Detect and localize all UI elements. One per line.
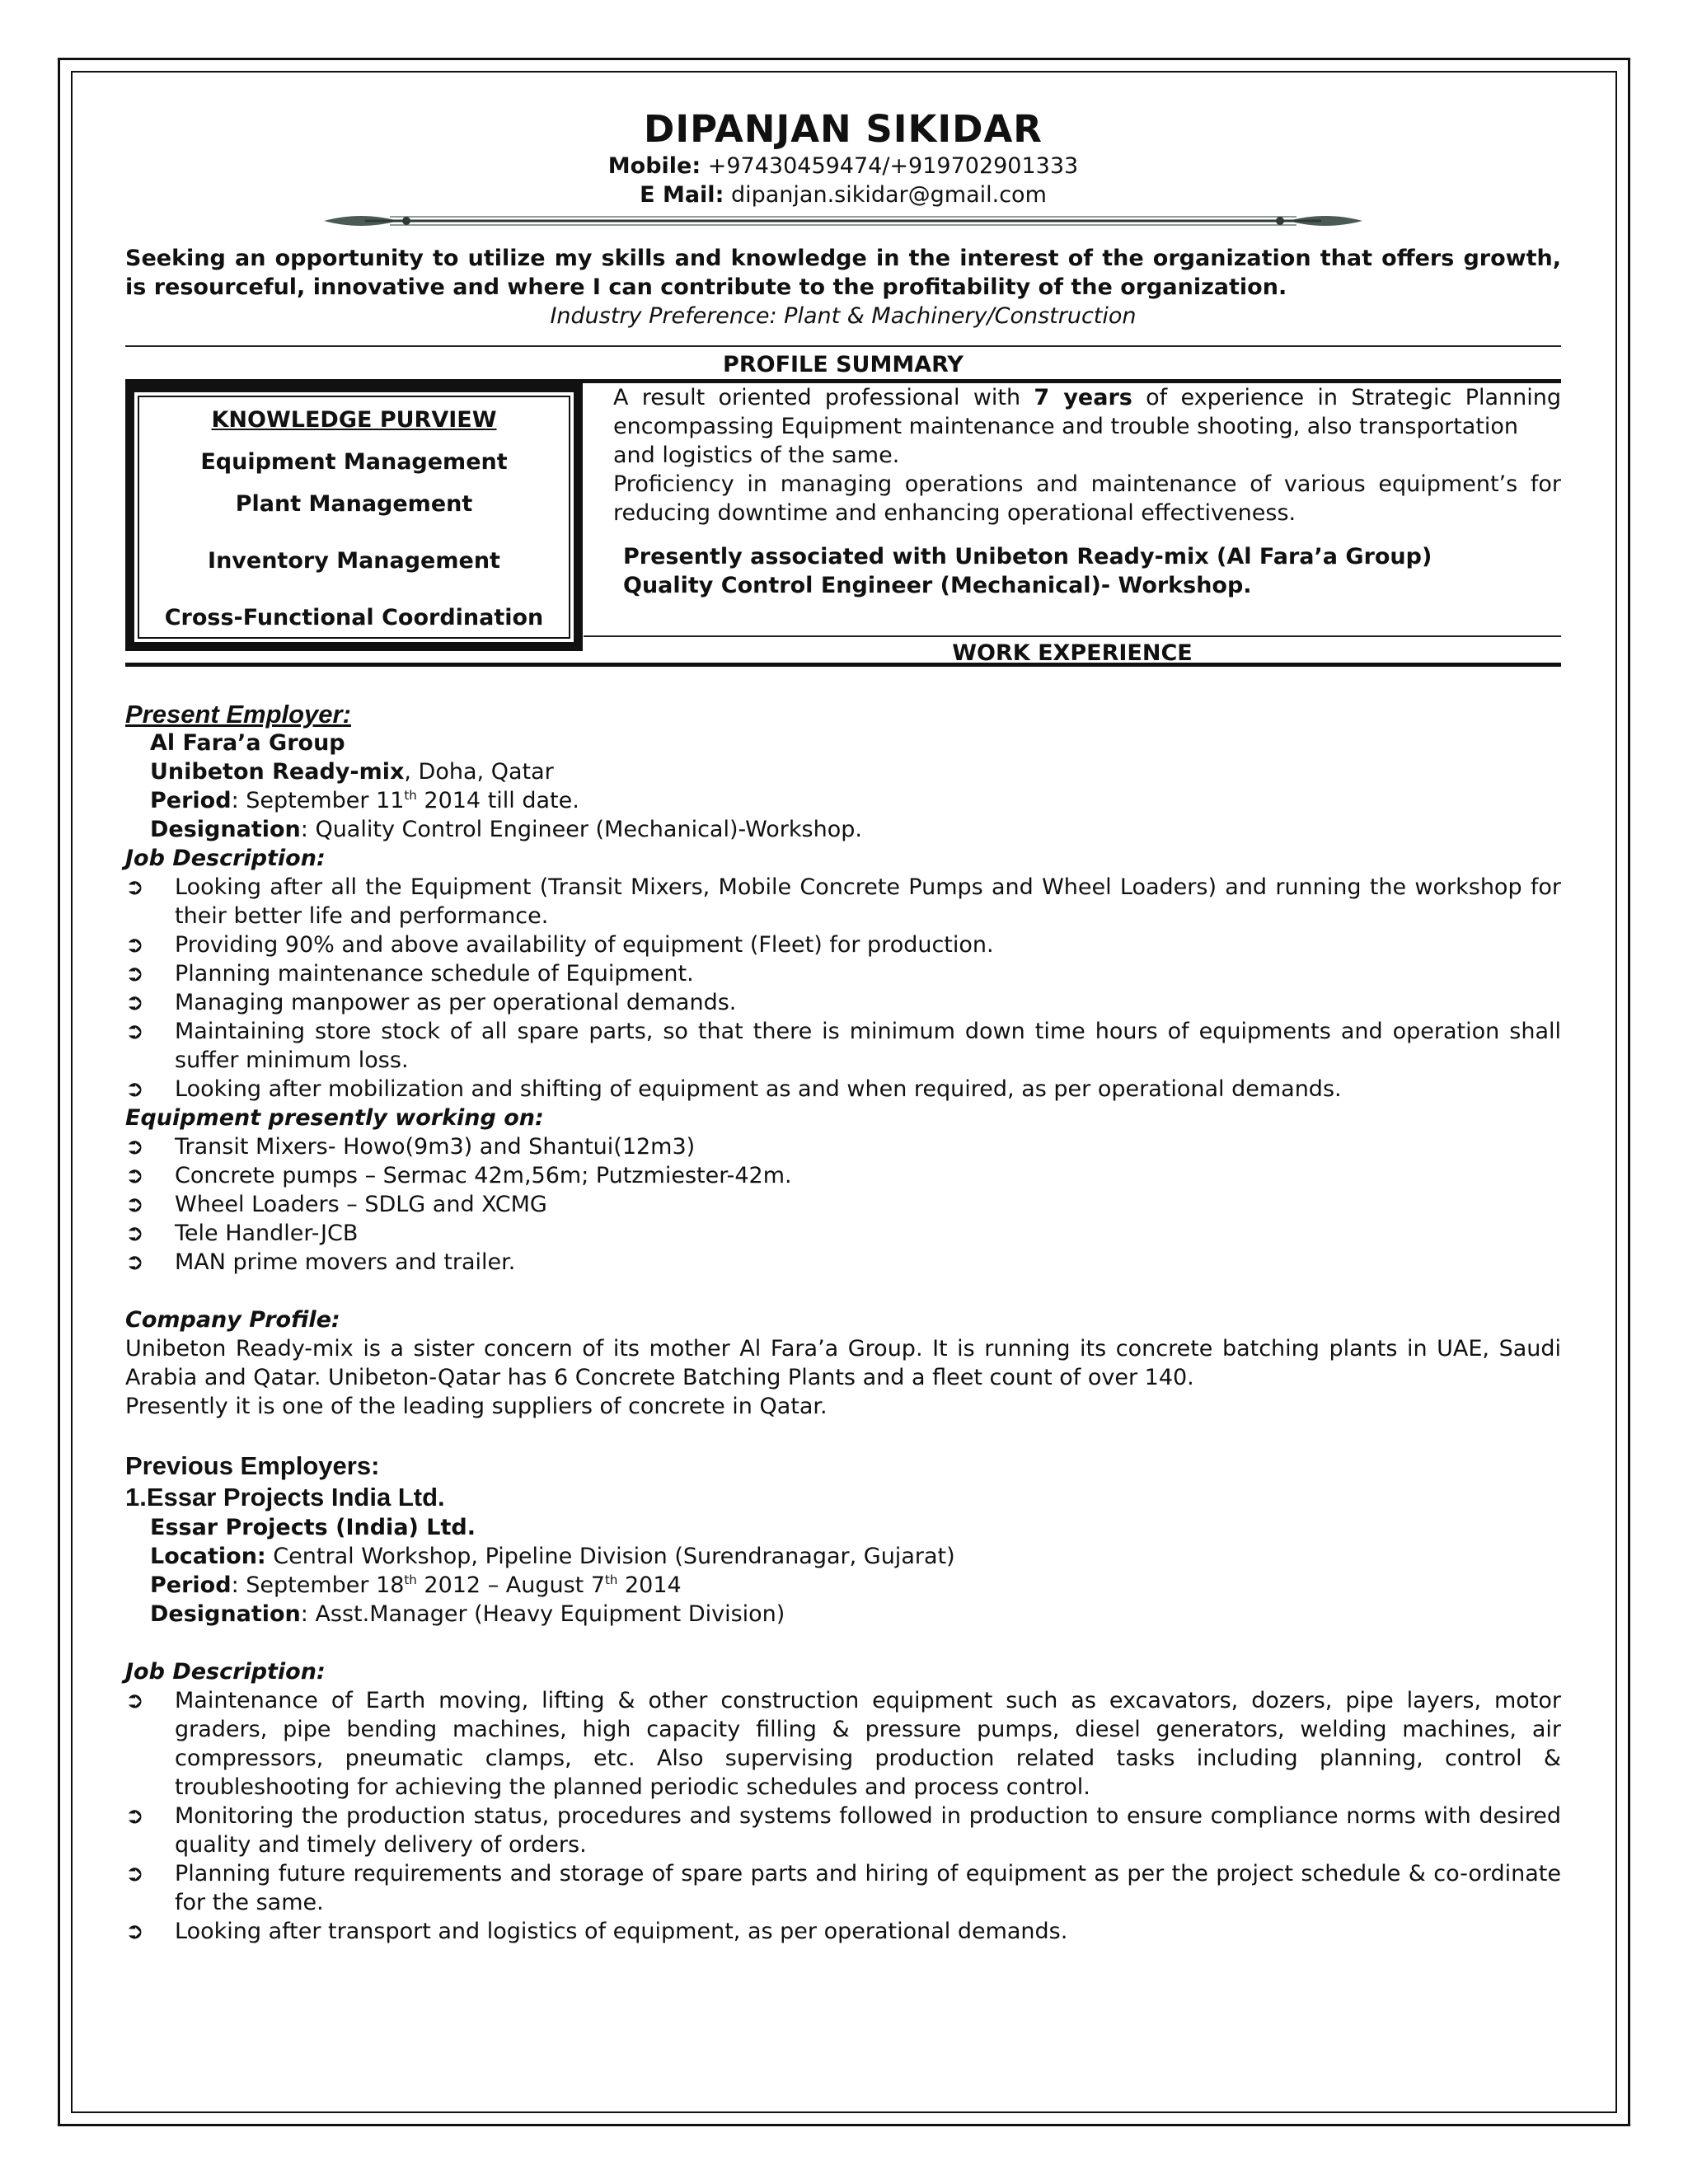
summary-line: Proficiency in managing operations and maintenance of various equipment’s for reducing downtime and enhancing operational effectiveness. xyxy=(613,471,1561,526)
previous-job-description-list xyxy=(125,1686,1561,1946)
divider xyxy=(584,635,1561,637)
arrow-bullet-icon: ➲ xyxy=(125,1803,144,1829)
mobile-line xyxy=(125,152,1561,180)
email-line xyxy=(125,180,1561,209)
knowledge-item: Cross-Functional Coordination xyxy=(164,605,544,630)
list-item-text: Planning maintenance schedule of Equipment. xyxy=(175,961,694,987)
list-item-text: Providing 90% and above availability of equipment (Fleet) for production. xyxy=(175,932,994,958)
decorative-flourish xyxy=(316,211,1371,232)
list-item-text: Looking after transport and logistics of equipment, as per operational demands. xyxy=(175,1919,1068,1944)
company-profile-text: Presently it is one of the leading suppliers of concrete in Qatar. xyxy=(125,1394,828,1419)
list-item xyxy=(125,988,1561,1017)
job-description-label: Job Description: xyxy=(125,846,326,871)
employer-location: , Doha, Qatar xyxy=(404,759,554,785)
knowledge-item: Equipment Management xyxy=(200,449,508,475)
current-role: Quality Control Engineer (Mechanical)- Workshop. xyxy=(623,573,1252,598)
period-value: 2014 xyxy=(617,1572,682,1598)
previous-employer-details xyxy=(125,1513,1561,1629)
knowledge-purview-box xyxy=(125,383,583,651)
arrow-bullet-icon: ➲ xyxy=(125,1019,144,1044)
equipment-label: Equipment presently working on: xyxy=(125,1105,544,1131)
resume-content xyxy=(125,107,1561,1946)
work-experience-title: WORK EXPERIENCE xyxy=(952,640,1193,666)
list-item-text: Looking after mobilization and shifting of equipment as and when required, as per operational demands. xyxy=(175,1076,1342,1102)
profile-summary-text xyxy=(613,383,1561,600)
arrow-bullet-icon: ➲ xyxy=(125,874,144,900)
list-item xyxy=(125,1917,1561,1946)
summary-line: and logistics of the same. xyxy=(613,443,900,468)
arrow-bullet-icon: ➲ xyxy=(125,1861,144,1886)
list-item-text: MAN prime movers and trailer. xyxy=(175,1249,516,1275)
employer-company: Unibeton Ready-mix xyxy=(150,759,405,785)
company-profile-text: Unibeton Ready-mix is a sister concern of its mother Al Fara’a Group. It is running its concrete batching plants in UAE, Saudi Arabia and Qatar. Unibeton-Qatar has 6 Concrete Batching Plants and a fleet count of over 140. xyxy=(125,1336,1561,1390)
previous-company-name: Essar Projects (India) Ltd. xyxy=(150,1515,476,1540)
list-item-text: Transit Mixers- Howo(9m3) and Shantui(12m3) xyxy=(175,1134,696,1160)
arrow-bullet-icon: ➲ xyxy=(125,990,144,1015)
list-item-text: Monitoring the production status, procedures and systems followed in production to ensure compliance norms with desired quality and timely delivery of orders. xyxy=(175,1803,1561,1858)
period-sup: th xyxy=(605,1572,618,1587)
arrow-bullet-icon: ➲ xyxy=(125,1134,144,1160)
list-item xyxy=(125,1219,1561,1248)
divider xyxy=(125,345,1561,347)
period-label: Period xyxy=(150,1572,232,1598)
list-item xyxy=(125,930,1561,959)
mobile-label: Mobile: xyxy=(607,153,701,179)
summary-years: 7 years xyxy=(1034,385,1132,410)
period-label: Period xyxy=(150,788,232,813)
arrow-bullet-icon: ➲ xyxy=(125,1221,144,1246)
list-item xyxy=(125,1248,1561,1277)
list-item-text: Wheel Loaders – SDLG and XCMG xyxy=(175,1192,547,1217)
list-item xyxy=(125,959,1561,988)
list-item xyxy=(125,1859,1561,1917)
arrow-bullet-icon: ➲ xyxy=(125,1192,144,1217)
list-item-text: Tele Handler-JCB xyxy=(175,1221,359,1246)
summary-post: of experience in Strategic Planning encompassing Equipment maintenance and trouble shooting, also transportation xyxy=(613,385,1562,439)
job-description-list xyxy=(125,873,1561,1104)
candidate-name: DIPANJAN SIKIDAR xyxy=(644,107,1043,151)
knowledge-purview-title: KNOWLEDGE PURVIEW xyxy=(211,407,497,433)
arrow-bullet-icon: ➲ xyxy=(125,1688,144,1713)
email-label: E Mail: xyxy=(640,182,724,208)
company-profile-label: Company Profile: xyxy=(125,1307,340,1333)
list-item xyxy=(125,1802,1561,1859)
mobile-number: +97430459474/+919702901333 xyxy=(707,153,1079,179)
industry-preference: Industry Preference: Plant & Machinery/Construction xyxy=(550,303,1137,329)
job-description-label: Job Description: xyxy=(125,1659,326,1685)
list-item-text: Maintaining store stock of all spare parts, so that there is minimum down time hours of equipments and operation shall suffer minimum loss. xyxy=(175,1019,1561,1073)
list-item xyxy=(125,1161,1561,1190)
email-address: dipanjan.sikidar@gmail.com xyxy=(730,182,1047,208)
list-item xyxy=(125,873,1561,930)
employer-group: Al Fara’a Group xyxy=(150,730,345,756)
arrow-bullet-icon: ➲ xyxy=(125,1249,144,1275)
list-item xyxy=(125,1075,1561,1104)
arrow-bullet-icon: ➲ xyxy=(125,1076,144,1102)
presently-associated: Presently associated with Unibeton Ready-mix (Al Fara’a Group) xyxy=(623,544,1432,569)
period-sup: th xyxy=(404,788,417,803)
designation-value: : Quality Control Engineer (Mechanical)-Workshop. xyxy=(300,817,862,842)
list-item xyxy=(125,1017,1561,1075)
knowledge-item: Plant Management xyxy=(235,491,473,517)
list-item xyxy=(125,1132,1561,1161)
arrow-bullet-icon: ➲ xyxy=(125,1919,144,1944)
designation-label: Designation xyxy=(150,1601,301,1627)
arrow-bullet-icon: ➲ xyxy=(125,932,144,958)
period-value-end: 2014 till date. xyxy=(416,788,579,813)
period-value: : September 18 xyxy=(231,1572,405,1598)
present-employer-label: Present Employer: xyxy=(125,700,351,729)
location-label: Location: xyxy=(150,1544,266,1569)
work-experience-header xyxy=(584,635,1561,668)
list-item-text: Planning future requirements and storage of spare parts and hiring of equipment as per the project schedule & co-ordinate for the same. xyxy=(175,1861,1561,1915)
list-item-text: Concrete pumps – Sermac 42m,56m; Putzmiester-42m. xyxy=(175,1163,792,1188)
profile-summary-title: PROFILE SUMMARY xyxy=(723,352,964,377)
designation-label: Designation xyxy=(150,817,301,842)
arrow-bullet-icon: ➲ xyxy=(125,961,144,987)
period-sup: th xyxy=(404,1572,417,1587)
equipment-list xyxy=(125,1132,1561,1277)
present-employer-details xyxy=(125,729,1561,844)
profile-summary-section xyxy=(125,383,1562,666)
period-value: 2012 – August 7 xyxy=(416,1572,606,1598)
list-item-text: Looking after all the Equipment (Transit Mixers, Mobile Concrete Pumps and Wheel Loaders) and running the workshop for their better life and performance. xyxy=(175,874,1561,929)
period-value: : September 11 xyxy=(231,788,405,813)
knowledge-item: Inventory Management xyxy=(208,548,500,574)
previous-employer-heading: 1.Essar Projects India Ltd. xyxy=(125,1483,445,1511)
list-item xyxy=(125,1686,1561,1802)
list-item-text: Managing manpower as per operational demands. xyxy=(175,990,737,1015)
summary-pre: A result oriented professional with xyxy=(613,385,1034,410)
list-item-text: Maintenance of Earth moving, lifting & other construction equipment such as excavators, dozers, pipe layers, motor graders, pipe bending machines, high capacity filling & pressure pumps, diesel generators, welding machines, air compressors, pneumatic clamps, etc. Also supervising production related tasks including planning, control & troubleshooting for achieving the planned periodic schedules and process control. xyxy=(175,1688,1561,1800)
location-value: Central Workshop, Pipeline Division (Surendranagar, Gujarat) xyxy=(265,1544,955,1569)
arrow-bullet-icon: ➲ xyxy=(125,1163,144,1188)
list-item xyxy=(125,1190,1561,1219)
designation-value: : Asst.Manager (Heavy Equipment Division) xyxy=(300,1601,785,1627)
objective-statement: Seeking an opportunity to utilize my skills and knowledge in the interest of the organization that offers growth, is resourceful, innovative and where I can contribute to the profitability of the organization. xyxy=(125,246,1561,300)
previous-employers-label: Previous Employers: xyxy=(125,1451,380,1480)
